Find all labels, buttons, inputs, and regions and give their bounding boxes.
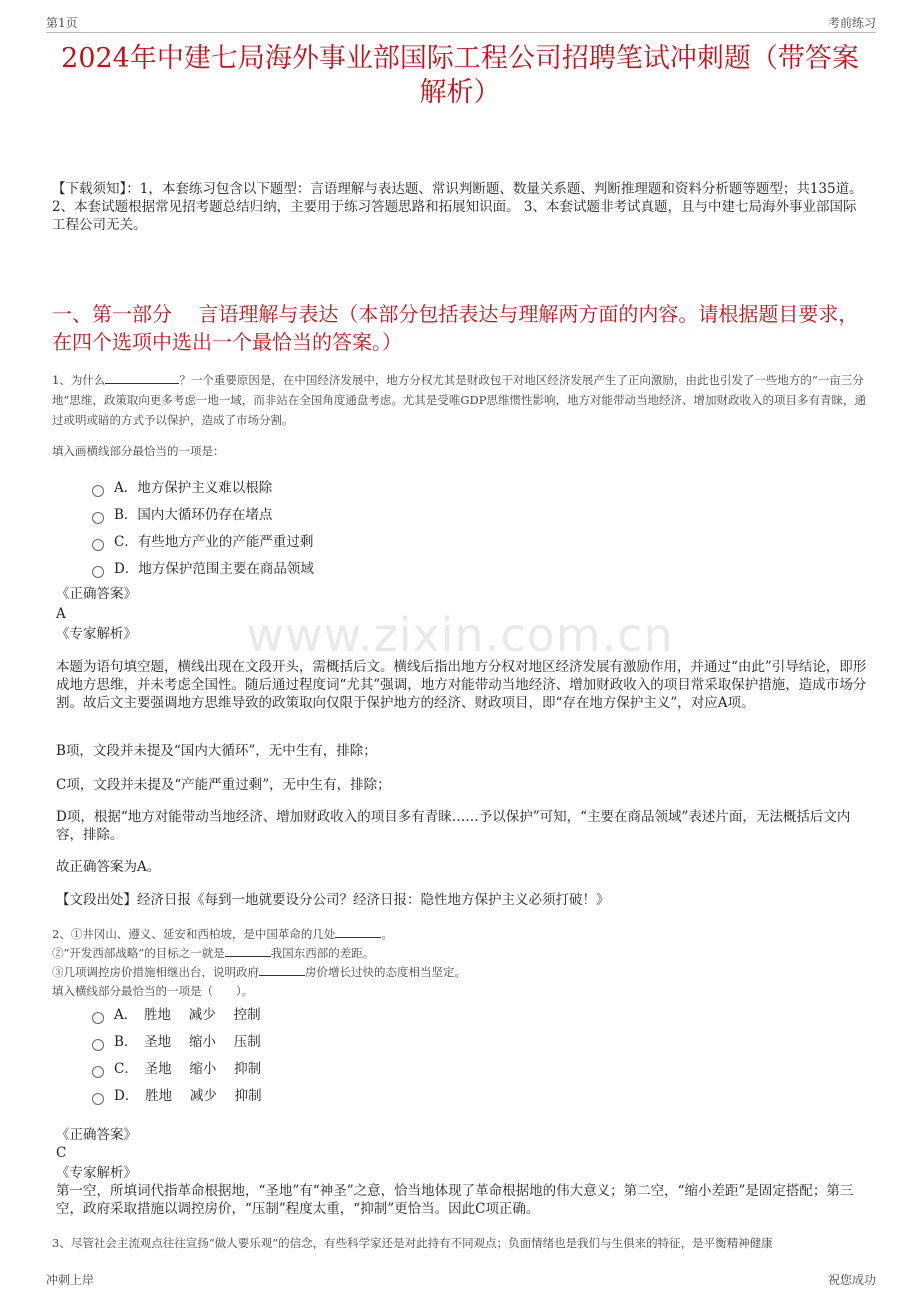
analysis-paragraph: 故正确答案为A。	[56, 859, 161, 875]
radio-icon[interactable]	[92, 512, 104, 524]
radio-icon[interactable]	[92, 1093, 104, 1105]
page-header	[46, 14, 876, 33]
question-2-options	[92, 1001, 262, 1109]
page-number: 第1页	[46, 16, 78, 30]
question-2-line: ②“开发西部战略”的目标之一就是 我国东西部的差距。	[52, 946, 375, 960]
question-1-prompt: 填入画横线部分最恰当的一项是：	[52, 444, 225, 458]
option-d[interactable]: D． 胜地 减少 抑制	[92, 1082, 262, 1109]
analysis-paragraph: 第一空，所填词代指革命根据地，“圣地”有“神圣”之意，恰当地体现了革命根据地的伟大意义；第二空，“缩小差距”是固定搭配；第三空，政府采取措施以调控房价，“压制”程度太重，“抑制”更恰当。因此C项正确。	[56, 1183, 854, 1217]
answer-value: C	[56, 1145, 67, 1161]
document-title: 2024年中建七局海外事业部国际工程公司招聘笔试冲刺题（带答案解析）	[61, 43, 859, 108]
answer-blank	[105, 372, 179, 384]
question-2-line: 2、①井冈山、遵义、延安和西柏坡，是中国革命的几处 。	[52, 927, 393, 941]
answer-blank	[225, 945, 271, 957]
header-tag: 考前练习	[827, 16, 876, 30]
analysis-paragraph: B项，文段并未提及“国内大循环”，无中生有，排除；	[56, 743, 377, 759]
analysis-label: 《专家解析》	[56, 626, 137, 642]
question-2-line: ③几项调控房价措施相继出台，说明政府 房价增长过快的态度相当坚定。	[52, 965, 466, 979]
radio-icon[interactable]	[92, 485, 104, 497]
analysis-paragraph: D项，根据“地方对能带动当地经济、增加财政收入的项目多有青睐……予以保护”可知，“主要在商品领域”表述片面，无法概括后文内容，排除。	[56, 809, 851, 843]
answer-label: 《正确答案》	[56, 586, 137, 602]
question-1-stem: 1、为什么 ？一个重要原因是，在中国经济发展中，地方分权尤其是财政包干对地区经济发展产生了正向激励，由此也引发了一些地方的“一亩三分地”思维，政策取向更多考虑一地一域，而非站在全国角度通盘考虑。尤其是受唯GDP思维惯性影响，地方对能带动当地经济、增加财政收入的项目多有青睐，通过或明或暗的方式予以保护，造成了市场分割。	[52, 373, 867, 427]
radio-icon[interactable]	[92, 1066, 104, 1078]
analysis-label: 《专家解析》	[56, 1165, 137, 1181]
option-c[interactable]: C．有些地方产业的产能严重过剩	[92, 528, 314, 555]
source-citation: 【文段出处】经济日报《每到一地就要设分公司？经济日报：隐性地方保护主义必须打破！》	[56, 892, 610, 908]
option-b[interactable]: B．国内大循环仍存在堵点	[92, 501, 314, 528]
option-a[interactable]: A．地方保护主义难以根除	[92, 474, 314, 501]
option-c[interactable]: C． 圣地 缩小 抑制	[92, 1055, 262, 1082]
radio-icon[interactable]	[92, 1039, 104, 1051]
analysis-paragraph: 本题为语句填空题，横线出现在文段开头，需概括后文。横线后指出地方分权对地区经济发展有激励作用，并通过“由此”引导结论，即形成地方思维，并未考虑全国性。随后通过程度词“尤其”强调，地方对能带动当地经济、增加财政收入的项目常采取保护措施，造成市场分割。故后文主要强调地方思维导致的政策取向仅限于保护地方的经济、财政项目，即“存在地方保护主义”，对应A项。	[56, 659, 867, 711]
radio-icon[interactable]	[92, 1012, 104, 1024]
download-notice: 【下载须知】：1，本套练习包含以下题型：言语理解与表达题、常识判断题、数量关系题、判断推理题和资料分析题等题型；共135道。 2、本套试题根据常见招考题总结归纳，主要用于练习答题思路和拓展知识面。 3、本套试题非考试真题，且与中建七局海外事业部国际工程公司无关。	[52, 181, 863, 233]
answer-label: 《正确答案》	[56, 1127, 137, 1143]
question-2-prompt: 填入横线部分最恰当的一项是（ ）。	[52, 984, 254, 998]
answer-blank	[259, 964, 305, 976]
option-a[interactable]: A． 胜地 减少 控制	[92, 1001, 262, 1028]
option-d[interactable]: D．地方保护范围主要在商品领域	[92, 555, 314, 582]
radio-icon[interactable]	[92, 566, 104, 578]
footer-right: 祝您成功	[827, 1273, 876, 1287]
question-1-options	[92, 474, 314, 582]
option-b[interactable]: B． 圣地 缩小 压制	[92, 1028, 262, 1055]
question-3-stem: 3、尽管社会主流观点往往宣扬“做人要乐观”的信念，有些科学家还是对此持有不同观点；负面情绪也是我们与生俱来的特征，是平衡精神健康	[52, 1236, 773, 1250]
footer-left: 冲刺上岸	[46, 1273, 95, 1287]
radio-icon[interactable]	[92, 539, 104, 551]
answer-value: A	[56, 606, 66, 622]
watermark: www.zixin.com.cn	[246, 608, 674, 662]
answer-blank	[335, 926, 381, 938]
section-heading: 一、第一部分 言语理解与表达（本部分包括表达与理解两方面的内容。请根据题目要求，在四个选项中选出一个最恰当的答案。）	[52, 302, 859, 354]
analysis-paragraph: C项，文段并未提及“产能严重过剩”，无中生有，排除；	[56, 777, 391, 793]
